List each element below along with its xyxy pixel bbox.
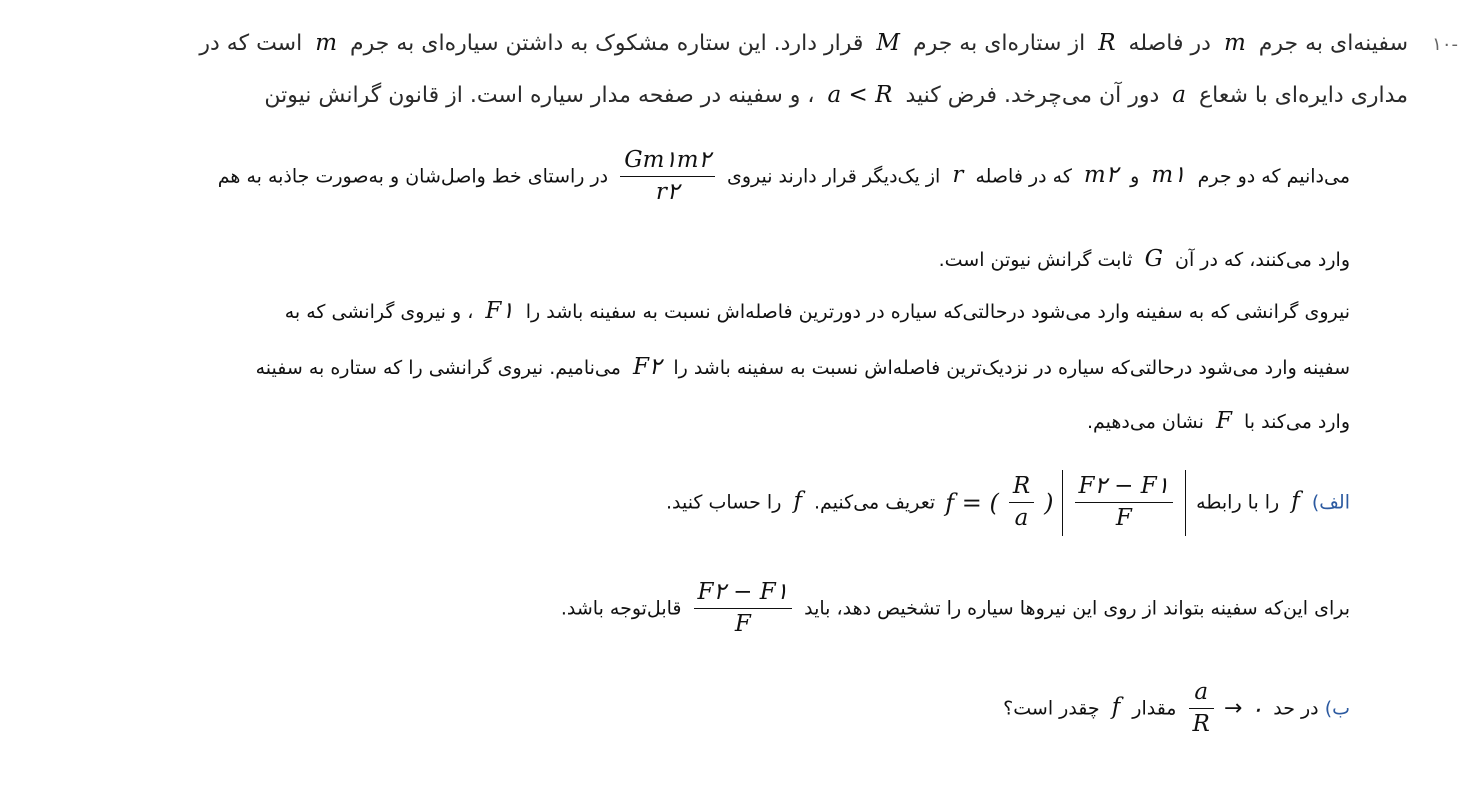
- gravity-text: وارد می‌کنند، که در آن: [1175, 249, 1350, 271]
- math-r: r: [952, 162, 964, 189]
- fraction-denominator: r۲: [655, 179, 680, 206]
- gravity-text: می‌دانیم که دو جرم: [1197, 165, 1350, 188]
- math-f: f: [1291, 488, 1300, 515]
- arrow-icon: →: [1223, 696, 1243, 722]
- part-a-text: را حساب کنید.: [665, 491, 782, 514]
- forces-text: وارد می‌کند با: [1243, 411, 1350, 433]
- fraction-bar: [694, 608, 793, 609]
- math-a-lt-R: a < R: [827, 82, 893, 108]
- gravity-text: در راستای خط واصل‌شان و به‌صورت جاذبه به هم: [217, 165, 609, 188]
- gravity-text: و: [1130, 165, 1140, 188]
- fraction-denominator: a: [1014, 505, 1029, 532]
- gravity-fraction: [620, 148, 715, 206]
- intro-text: قرار دارد. این ستاره مشکوک به داشتن سیاره‌ای به جرم: [350, 31, 864, 56]
- math-R: R: [1098, 30, 1116, 56]
- gravity-text: از یک‌دیگر قرار دارند نیروی: [726, 165, 941, 188]
- math-a: a: [1172, 82, 1186, 108]
- limit-zero: ۰: [1250, 694, 1264, 723]
- note-text: برای این‌که سفینه بتواند از روی این نیروها سیاره را تشخیص دهد، باید: [804, 597, 1350, 620]
- math-m: m: [315, 30, 338, 56]
- equation-close-paren: ): [1044, 488, 1054, 517]
- forces-text: نیروی گرانشی که به سفینه وارد می‌شود درحالتی‌که سیاره در دورترین فاصله‌اش نسبت به سفینه باشد را: [525, 301, 1350, 323]
- part-a-label: الف): [1311, 491, 1350, 514]
- forces-text: می‌نامیم. نیروی گرانشی را که ستاره به سفینه: [255, 357, 621, 379]
- math-f: f: [793, 488, 802, 515]
- math-m: m: [1223, 30, 1246, 56]
- part-b-text: چقدر است؟: [1003, 697, 1100, 720]
- part-b-label: ب): [1324, 697, 1350, 720]
- fraction-denominator: R: [1192, 711, 1210, 738]
- forces-line-3: [1087, 408, 1350, 434]
- ratio-R-over-a: [1009, 474, 1034, 532]
- math-f: f: [1111, 694, 1121, 721]
- intro-text: در فاصله: [1128, 31, 1211, 56]
- part-b-text: در حد: [1273, 697, 1319, 720]
- math-m2: m۲: [1083, 162, 1119, 189]
- intro-text: مداری دایره‌ای با شعاع: [1199, 83, 1408, 108]
- math-F1: F۱: [485, 298, 514, 324]
- fraction-numerator: a: [1194, 679, 1209, 705]
- part-a-line: [666, 470, 1350, 536]
- fraction-denominator: F: [734, 611, 751, 638]
- part-b-line: [1003, 680, 1350, 738]
- part-a-text: تعریف می‌کنیم.: [814, 491, 936, 514]
- intro-line-1: [199, 30, 1408, 56]
- fraction-denominator: F: [1115, 505, 1132, 532]
- fraction-numerator: F۲ − F۱: [1078, 473, 1170, 499]
- intro-text: دور آن می‌چرخد. فرض کنید: [905, 83, 1160, 108]
- intro-text: سفینه‌ای به جرم: [1258, 31, 1408, 56]
- math-m1: m۱: [1151, 162, 1186, 189]
- fraction-bar: [1075, 502, 1174, 503]
- fraction-numerator: F۲ − F۱: [697, 579, 789, 605]
- gravity-line-1: [218, 148, 1350, 206]
- intro-text: است که در: [199, 31, 303, 56]
- gravity-text: ثابت گرانش نیوتن است.: [938, 249, 1133, 271]
- ratio-a-over-R: [1189, 680, 1214, 738]
- forces-line-2: [256, 354, 1350, 380]
- limit-expression: [1183, 680, 1268, 738]
- forces-text: نشان می‌دهیم.: [1086, 411, 1204, 433]
- math-F2: F۲: [632, 354, 662, 380]
- intro-line-2: [264, 82, 1408, 108]
- fraction-numerator: R: [1012, 473, 1031, 499]
- math-G: G: [1144, 246, 1163, 272]
- part-a-equation: [941, 470, 1190, 536]
- note-text: قابل‌توجه باشد.: [560, 597, 682, 620]
- intro-text: از ستاره‌ای به جرم: [912, 31, 1086, 56]
- part-a-text: را با رابطه: [1196, 491, 1280, 514]
- math-F: F: [1215, 408, 1232, 434]
- note-line: [561, 580, 1350, 638]
- force-difference-fraction: [1075, 474, 1174, 532]
- question-number: -۱۰: [1432, 34, 1458, 55]
- fraction-bar: [620, 176, 715, 177]
- absolute-value: [1062, 470, 1187, 536]
- part-b-text: مقدار: [1132, 697, 1177, 720]
- fraction-bar: [1009, 502, 1034, 503]
- force-difference-fraction: [694, 580, 793, 638]
- forces-line-1: [285, 298, 1350, 324]
- intro-text: ، و سفینه در صفحه مدار سیاره است. از قانون گرانش نیوتن: [264, 83, 815, 108]
- fraction-bar: [1189, 708, 1214, 709]
- equation-lhs: f = (: [945, 488, 999, 517]
- gravity-text: که در فاصله: [975, 165, 1072, 188]
- fraction-numerator: Gm۱m۲: [624, 147, 711, 173]
- forces-text: سفینه وارد می‌شود درحالتی‌که سیاره در نزدیک‌ترین فاصله‌اش نسبت به سفینه باشد را: [673, 357, 1350, 379]
- math-M: M: [876, 30, 900, 56]
- gravity-line-2: [939, 246, 1350, 272]
- forces-text: ، و نیروی گرانشی که به: [284, 301, 474, 323]
